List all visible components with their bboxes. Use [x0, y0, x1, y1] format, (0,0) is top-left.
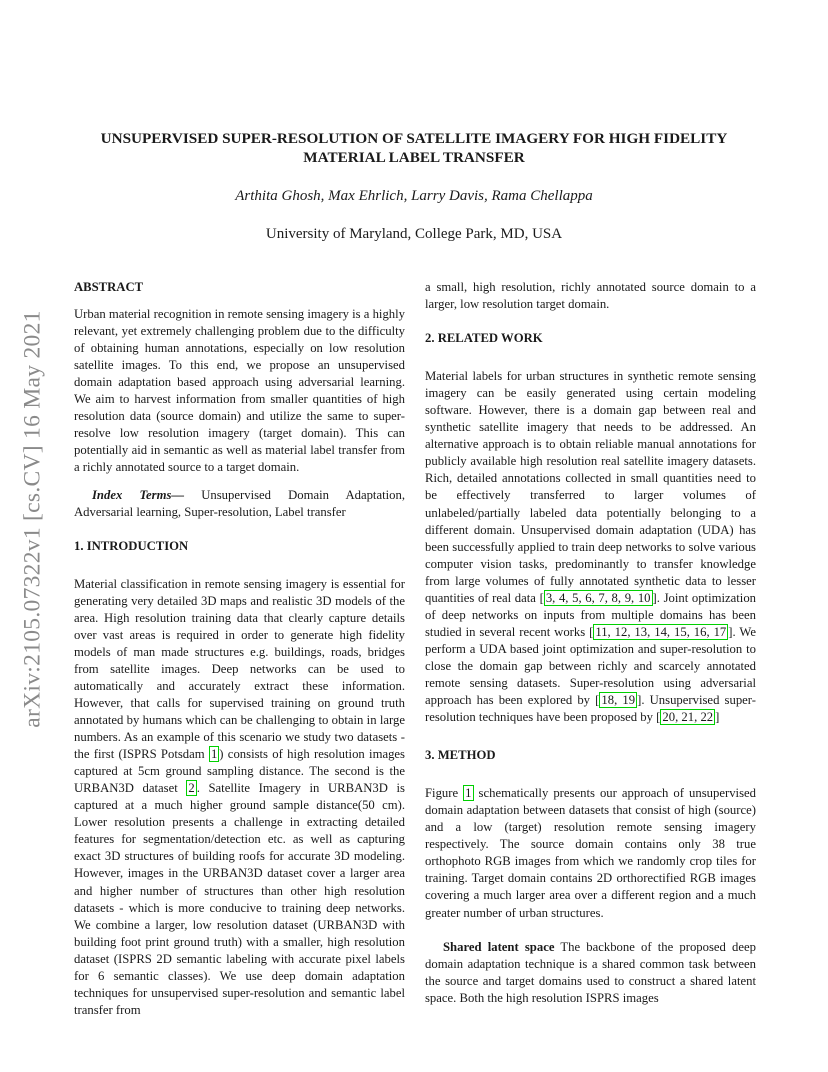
related-work-heading: 2. RELATED WORK [425, 331, 543, 346]
abstract-heading: ABSTRACT [74, 280, 144, 294]
right-column [425, 279, 756, 1007]
index-terms-label: Index Terms— [92, 487, 185, 502]
related-work-paragraph: Material labels for urban structures in synthetic remote sensing imagery can be easily generated using certain modeling software. However, there is a domain gap between real and synthetic satellite imagery that needs to be addressed. An alternative approach is to obtain reliable manual annotations for publicly available high resolution real satellite imagery datasets. Rich, detailed annotations collected in small quantities need to be effectively transferred to larger volumes of unlabeled/partially labeled data potentially belonging to a different domain. Unsupervised domain adaptation (UDA) has been successfully applied to train deep networks to solve various computer vision tasks, predominantly to transfer knowledge from large volumes of fully annotated synthetic data to lesser quantities of real data [ 3, 4, 5, 6, 7, 8, 9, 10 ]. Joint optimization of deep networks on inputs from multiple domains has been studied in several recent works [ 11, 12, 13, 14, 15, 16, 17 ]. We perform a UDA based joint optimization and super-resolution to close the domain gap between richly and scarcely annotated remote sensing datasets. Super-resolution using adversarial approach has been explored by [ 18, 19 ]. Unsupervised super-resolution techniques have been proposed by [ 20, 21, 22 ] [425, 369, 757, 725]
authors: Arthita Ghosh, Max Ehrlich, Larry Davis, Rama Chellappa [235, 188, 593, 204]
left-column [74, 279, 405, 1019]
related-text-2: . Joint optimization of deep networks on inputs from multiple domains has been studied in several recent works [425, 590, 757, 639]
citation-group[interactable]: 20, 21, 22 [662, 710, 714, 725]
intro-heading: 1. INTRODUCTION [74, 538, 189, 553]
citation-link[interactable] [186, 780, 196, 796]
intro-text-1: Material classification in remote sensing imagery is essential for generating very detailed 3D maps and realistic 3D models of the area. High resolution training data that clearly capture details over vast areas is required in order to generate high fidelity models of man made structures e.g. buildings, roads, bridges from satellite images. Deep networks can be used to automatically and accurately extract these information. However, that calls for supervised training on ground truth annotated by humans which can be challenging to obtain in large numbers. As an example of this scenario we study two datasets - the first (ISPRS Potsdam [74, 576, 405, 762]
related-text-1: Material labels for urban structures in synthetic remote sensing imagery can be easily generated using certain modeling software. However, there is a domain gap between real and synthetic satellite imagery that needs to be addressed. An alternative approach is to obtain reliable manual annotations for publicly available high resolution real satellite imagery datasets. Rich, detailed annotations collected in small quantities need to be effectively transferred to larger volumes of unlabeled/partially labeled data potentially belonging to a different domain. Unsupervised domain adaptation (UDA) has been successfully applied to train deep networks to solve various computer vision tasks, predominantly to transfer knowledge from large volumes of fully annotated synthetic data to lesser quantities of real data [425, 369, 756, 605]
citation-group[interactable]: 3, 4, 5, 6, 7, 8, 9, 10 [545, 590, 651, 605]
affiliation: University of Maryland, College Park, MD, USA [265, 226, 563, 242]
intro-continuation: a small, high resolution, richly annotated source domain to a larger, low resolution target domain. [425, 280, 756, 312]
figure-link[interactable]: 1 [465, 786, 472, 801]
method-text-2: The backbone of the proposed deep domain adaptation technique is a shared common task between the source and target domains used to construct a shared latent space. Both the high resolution ISPRS images [425, 939, 756, 1005]
shared-latent-paragraph [425, 939, 756, 1007]
citation-group[interactable]: 18, 19 [601, 693, 636, 708]
abstract-text: Urban material recognition in remote sensing imagery is a highly relevant, yet extremely challenging problem due to the difficulty of obtaining human annotations, especially on low resolution satellite images. To this end, we propose an unsupervised domain adaptation based approach using adversarial learning. We aim to harvest information from smaller quantities of high resolution data (source domain) and utilize the same to super-resolve low resolution imagery (target domain). This can potentially aid in semantic as well as material label transfer from a richly annotated source to a target domain. [74, 307, 405, 475]
citation-number: 2 [188, 781, 195, 796]
index-terms [74, 487, 405, 521]
intro-text-2: ) consists of high resolution images captured at 5cm ground sampling distance. The second is the URBAN3D dataset [74, 747, 405, 796]
index-terms-text: Unsupervised Domain Adaptation, Adversarial learning, Super-resolution, Label transfer [74, 487, 405, 519]
citation-group[interactable]: 11, 12, 13, 14, 15, 16, 17 [595, 624, 727, 639]
citation-link[interactable] [209, 746, 219, 762]
related-text-4: . Unsupervised super-resolution techniques have been proposed by [425, 693, 757, 725]
method-paragraph [425, 785, 756, 921]
method-figure-prefix: Figure [425, 786, 464, 801]
intro-paragraph [74, 576, 405, 1019]
arxiv-stamp: arXiv:2105.07322v1 [cs.CV] 16 May 2021 [19, 310, 46, 728]
shared-latent-label: Shared latent space [443, 939, 555, 954]
paper-title: UNSUPERVISED SUPER-RESOLUTION OF SATELLITE IMAGERY FOR HIGH FIDELITY MATERIAL LABEL TRANSFER [100, 130, 728, 166]
citation-number: 1 [210, 747, 218, 762]
method-text-1: schematically presents our approach of unsupervised domain adaptation between datasets that consist of high (source) and a low (target) resolution remote sensing imagery respectively. The source domain contains only 38 true orthophoto RGB images from which we randomly crop tiles for training. Target domain contains 2D orthorectified RGB images covering a much larger area over a different region and a much greater number of urban structures. [425, 786, 756, 920]
method-heading: 3. METHOD [425, 748, 496, 763]
intro-text-3: . Satellite Imagery in URBAN3D is captured at a much higher ground sample distance(50 cm). Lower resolution presents a challenge in extracting detailed features for segmentation/detection etc. as well as capturing exact 3D structures of building roofs for accurate 3D modeling. However, images in the URBAN3D dataset cover a larger area and higher number of structures than other high resolution datasets - which is more conducive to training deep networks. We combine a larger, low resolution dataset (URBAN3D with building foot print ground truth) with a smaller, high resolution dataset (ISPRS 2D semantic labeling with accurate pixel labels for 6 semantic classes). We use deep domain adaptation techniques for unsupervised super-resolution and semantic label transfer from [74, 781, 405, 1017]
related-text-3: . We perform a UDA based joint optimization and super-resolution to close the domain gap between richly and scarcely annotated remote sensing datasets. Super-resolution using adversarial approach has been explored by [425, 624, 756, 708]
